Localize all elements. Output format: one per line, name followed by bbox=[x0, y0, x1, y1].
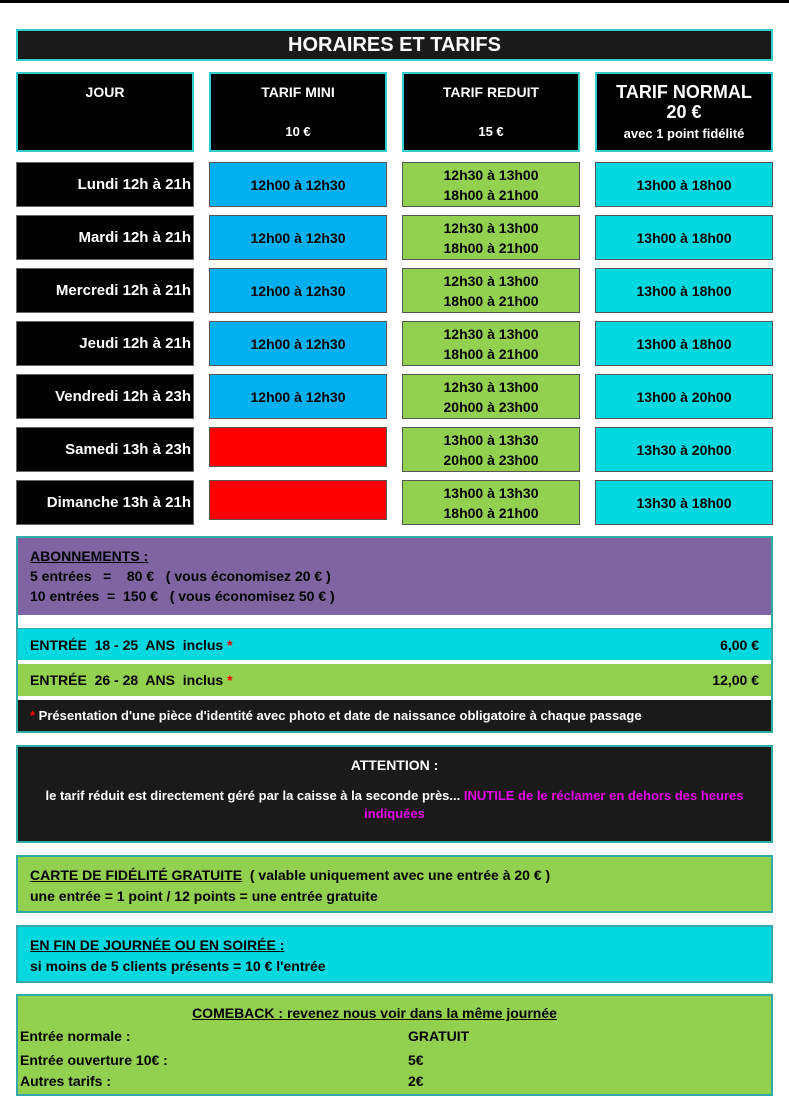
attention-body bbox=[18, 787, 771, 823]
header-reduit-label: TARIF REDUIT bbox=[442, 84, 540, 100]
comeback-value: GRATUIT bbox=[408, 1028, 470, 1044]
top-rule bbox=[0, 0, 789, 3]
row-reduit bbox=[402, 480, 580, 525]
entree-26-28-price: 12,00 € bbox=[712, 672, 759, 688]
attention-title: ATTENTION : bbox=[350, 757, 439, 773]
row-reduit-2: 20h00 à 23h00 bbox=[443, 398, 539, 415]
row-reduit-1: 12h30 à 13h00 bbox=[443, 219, 539, 236]
comeback-value: 5€ bbox=[408, 1052, 424, 1068]
fidelite-line: une entrée = 1 point / 12 points = une entrée gratuite bbox=[30, 888, 378, 904]
asterisk: * bbox=[227, 672, 233, 688]
attention-highlight-end: indiquées bbox=[364, 806, 425, 821]
row-reduit-2: 18h00 à 21h00 bbox=[443, 292, 539, 309]
row-mini: 12h00 à 12h30 bbox=[209, 268, 387, 313]
header-mini-price: 10 € bbox=[285, 124, 311, 139]
comeback-title: COMEBACK : revenez nous voir dans la même journée bbox=[192, 1005, 557, 1021]
row-reduit bbox=[402, 374, 580, 419]
pricing-block bbox=[16, 536, 773, 733]
row-reduit-2: 20h00 à 23h00 bbox=[443, 451, 539, 468]
row-day: Mercredi 12h à 21h bbox=[16, 268, 194, 313]
soiree-title: EN FIN DE JOURNÉE OU EN SOIRÉE : bbox=[30, 937, 285, 953]
attention-highlight: INUTILE de le réclamer en dehors des heures bbox=[463, 788, 744, 803]
row-reduit-1: 12h30 à 13h00 bbox=[443, 272, 539, 289]
row-reduit-2: 18h00 à 21h00 bbox=[443, 239, 539, 256]
fidelite-panel bbox=[16, 855, 773, 913]
row-normal: 13h00 à 18h00 bbox=[595, 321, 773, 366]
row-day: Lundi 12h à 21h bbox=[16, 162, 194, 207]
fidelite-title-note: ( valable uniquement avec une entrée à 20 € ) bbox=[242, 867, 551, 883]
comeback-label: Entrée ouverture 10€ : bbox=[20, 1052, 168, 1068]
row-reduit bbox=[402, 215, 580, 260]
row-reduit bbox=[402, 427, 580, 472]
row-reduit bbox=[402, 162, 580, 207]
row-normal: 13h00 à 18h00 bbox=[595, 215, 773, 260]
page-title: HORAIRES ET TARIFS bbox=[16, 29, 773, 61]
row-mini-closed bbox=[209, 480, 387, 520]
row-mini: 12h00 à 12h30 bbox=[209, 374, 387, 419]
entree-18-25-price: 6,00 € bbox=[720, 637, 759, 653]
header-normal-price: 20 € bbox=[666, 102, 702, 122]
abonnements-line-2: 10 entrées = 150 € ( vous économisez 50 € ) bbox=[30, 588, 335, 604]
header-mini-label: TARIF MINI bbox=[261, 84, 335, 100]
asterisk: * bbox=[30, 708, 36, 723]
row-reduit-2: 18h00 à 21h00 bbox=[443, 504, 539, 521]
row-normal: 13h30 à 20h00 bbox=[595, 427, 773, 472]
abonnements-title: ABONNEMENTS : bbox=[30, 548, 149, 564]
header-normal-label: TARIF NORMAL bbox=[616, 82, 752, 102]
row-normal: 13h00 à 20h00 bbox=[595, 374, 773, 419]
row-day: Dimanche 13h à 21h bbox=[16, 480, 194, 525]
row-mini: 12h00 à 12h30 bbox=[209, 162, 387, 207]
row-mini-closed bbox=[209, 427, 387, 467]
header-reduit-price: 15 € bbox=[478, 124, 504, 139]
row-normal: 13h30 à 18h00 bbox=[595, 480, 773, 525]
row-reduit bbox=[402, 321, 580, 366]
row-normal: 13h00 à 18h00 bbox=[595, 268, 773, 313]
row-day: Jeudi 12h à 21h bbox=[16, 321, 194, 366]
row-reduit-1: 12h30 à 13h00 bbox=[443, 325, 539, 342]
comeback-value: 2€ bbox=[408, 1073, 424, 1089]
entree-18-25-row bbox=[18, 628, 771, 660]
row-reduit-1: 12h30 à 13h00 bbox=[443, 166, 539, 183]
comeback-label: Autres tarifs : bbox=[20, 1073, 112, 1089]
row-reduit-2: 18h00 à 21h00 bbox=[443, 186, 539, 203]
id-note-text: Présentation d'une pièce d'identité avec photo et date de naissance obligatoire à chaque passage bbox=[35, 708, 642, 723]
header-tarif-mini bbox=[209, 72, 387, 152]
fidelite-title: CARTE DE FIDÉLITÉ GRATUITE bbox=[30, 867, 243, 883]
attention-text: le tarif réduit est directement géré par la caisse à la seconde près... bbox=[45, 788, 461, 803]
comeback-panel bbox=[16, 994, 773, 1096]
header-jour-label: JOUR bbox=[85, 84, 125, 100]
row-normal: 13h00 à 18h00 bbox=[595, 162, 773, 207]
header-tarif-reduit bbox=[402, 72, 580, 152]
row-day: Vendredi 12h à 23h bbox=[16, 374, 194, 419]
comeback-label: Entrée normale : bbox=[20, 1028, 131, 1044]
entree-26-28-label: ENTRÉE 26 - 28 ANS inclus bbox=[30, 672, 224, 688]
entree-18-25-label: ENTRÉE 18 - 25 ANS inclus bbox=[30, 637, 224, 653]
soiree-line: si moins de 5 clients présents = 10 € l'entrée bbox=[30, 958, 326, 974]
row-reduit-1: 13h00 à 13h30 bbox=[443, 484, 539, 501]
header-tarif-normal bbox=[595, 72, 773, 152]
header-jour bbox=[16, 72, 194, 152]
attention-panel bbox=[16, 745, 773, 843]
row-day: Samedi 13h à 23h bbox=[16, 427, 194, 472]
row-mini: 12h00 à 12h30 bbox=[209, 321, 387, 366]
row-reduit-1: 13h00 à 13h30 bbox=[443, 431, 539, 448]
row-reduit bbox=[402, 268, 580, 313]
row-mini: 12h00 à 12h30 bbox=[209, 215, 387, 260]
abonnements-panel bbox=[18, 538, 771, 615]
row-day: Mardi 12h à 21h bbox=[16, 215, 194, 260]
row-reduit-2: 18h00 à 21h00 bbox=[443, 345, 539, 362]
asterisk: * bbox=[227, 637, 233, 653]
id-note-row bbox=[18, 700, 771, 731]
entree-26-28-row bbox=[18, 664, 771, 696]
abonnements-line-1: 5 entrées = 80 € ( vous économisez 20 € ) bbox=[30, 568, 331, 584]
row-reduit-1: 12h30 à 13h00 bbox=[443, 378, 539, 395]
header-normal-note: avec 1 point fidélité bbox=[623, 126, 745, 141]
soiree-panel bbox=[16, 925, 773, 983]
